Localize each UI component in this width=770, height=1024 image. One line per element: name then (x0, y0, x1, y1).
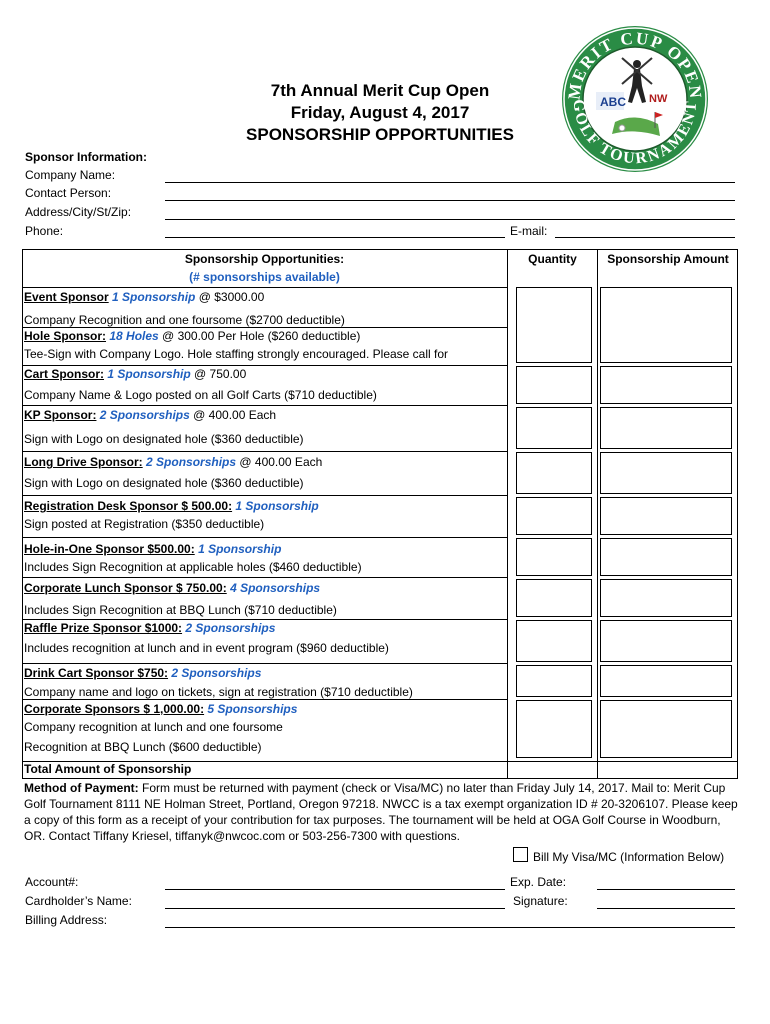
amt-box-6[interactable] (600, 538, 732, 576)
qty-box-10[interactable] (516, 700, 592, 758)
signature-field[interactable] (597, 908, 735, 909)
contact-person-field[interactable] (165, 200, 735, 201)
amt-box-8[interactable] (600, 620, 732, 662)
cardholder-field[interactable] (165, 908, 505, 909)
row-drink-cart-desc: Company name and logo on tickets, sign at registration ($710 deductible) (24, 685, 413, 699)
contact-person-label: Contact Person: (25, 186, 112, 200)
row-corporate-lunch-desc: Includes Sign Recognition at BBQ Lunch ($710 deductible) (24, 603, 337, 617)
row-hole-in-one-desc: Includes Sign Recognition at applicable holes ($460 deductible) (24, 560, 362, 574)
qty-box-8[interactable] (516, 620, 592, 662)
amt-box-9[interactable] (600, 665, 732, 697)
logo-nw: NW (649, 93, 668, 105)
exp-date-field[interactable] (597, 889, 735, 890)
amt-box-3[interactable] (600, 407, 732, 449)
qty-box-7[interactable] (516, 579, 592, 617)
row-registration-desc: Sign posted at Registration ($350 deductible) (24, 517, 265, 531)
address-label: Address/City/St/Zip: (25, 205, 132, 219)
phone-label: Phone: (25, 224, 64, 238)
billing-address-label: Billing Address: (25, 913, 108, 927)
event-date: Friday, August 4, 2017 (290, 103, 470, 122)
opportunities-header: Sponsorship Opportunities: (184, 252, 345, 266)
row-kp-desc: Sign with Logo on designated hole ($360 deductible) (24, 432, 304, 446)
row-corporate-desc-1: Company recognition at lunch and one foursome (24, 720, 283, 734)
bill-visa-label: Bill My Visa/MC (Information Below) (533, 850, 725, 864)
amt-box-10[interactable] (600, 700, 732, 758)
exp-date-label: Exp. Date: (510, 875, 567, 889)
row-hole-desc: Tee-Sign with Company Logo. Hole staffing strongly encouraged. Please call for (24, 347, 449, 361)
total-amount-label: Total Amount of Sponsorship (24, 762, 192, 776)
row-cart-sponsor: Cart Sponsor: 1 Sponsorship @ 750.00 (24, 367, 247, 381)
row-event-sponsor: Event Sponsor 1 Sponsorship @ $3000.00 (24, 290, 265, 304)
signature-label: Signature: (513, 894, 568, 908)
amt-box-5[interactable] (600, 497, 732, 535)
row-kp-sponsor: KP Sponsor: 2 Sponsorships @ 400.00 Each (24, 408, 277, 422)
row-corporate-lunch-sponsor: Corporate Lunch Sponsor $ 750.00: 4 Sponsorships (24, 581, 321, 595)
qty-box-3[interactable] (516, 407, 592, 449)
row-long-drive-sponsor: Long Drive Sponsor: 2 Sponsorships @ 400.00 Each (24, 455, 323, 469)
amt-box-7[interactable] (600, 579, 732, 617)
address-field[interactable] (165, 219, 735, 220)
row-raffle-sponsor: Raffle Prize Sponsor $1000: 2 Sponsorships (24, 621, 276, 635)
page-title: SPONSORSHIP OPPORTUNITIES (246, 125, 514, 144)
amt-box-1[interactable] (600, 287, 732, 363)
amt-box-2[interactable] (600, 366, 732, 404)
billing-address-field[interactable] (165, 927, 735, 928)
qty-box-5[interactable] (516, 497, 592, 535)
logo-top-text: MERIT CUP OPEN (564, 28, 706, 101)
logo-abc: ABC (600, 95, 626, 109)
phone-field[interactable] (165, 237, 505, 238)
quantity-header: Quantity (528, 252, 577, 266)
company-name-label: Company Name: (25, 168, 116, 182)
sponsor-info-heading: Sponsor Information: (25, 150, 147, 164)
email-label: E-mail: (510, 224, 548, 238)
qty-box-6[interactable] (516, 538, 592, 576)
row-hole-in-one-sponsor: Hole-in-One Sponsor $500.00: 1 Sponsorship (24, 542, 282, 556)
row-long-drive-desc: Sign with Logo on designated hole ($360 deductible) (24, 476, 304, 490)
row-corporate-desc-2: Recognition at BBQ Lunch ($600 deductible) (24, 740, 262, 754)
row-raffle-desc: Includes recognition at lunch and in event program ($960 deductible) (24, 641, 389, 655)
payment-instructions: Method of Payment: Form must be returned with payment (check or Visa/MC) no later than Friday July 14, 2017. Mail to: Merit Cup Golf Tournament 8111 NE Holman Street, Portland, Oregon 97218. NWCC is a tax exempt organization ID # 20-3206107. Please keep a copy of this form as a receipt of your contribution for tax purposes. The tournament will be held at OGA Golf Course in Woodburn, OR. Contact Tiffany Kriesel, tiffanyk@nwcoc.com or 503-256-7300 with questions. (24, 781, 738, 843)
row-cart-desc: Company Name & Logo posted on all Golf Carts ($710 deductible) (24, 388, 377, 402)
qty-box-2[interactable] (516, 366, 592, 404)
company-name-field[interactable] (165, 182, 735, 183)
bill-visa-checkbox[interactable] (513, 847, 528, 862)
cardholder-label: Cardholder’s Name: (25, 894, 132, 908)
email-field[interactable] (555, 237, 735, 238)
row-drink-cart-sponsor: Drink Cart Sponsor $750: 2 Sponsorships (24, 666, 262, 680)
qty-box-9[interactable] (516, 665, 592, 697)
qty-box-4[interactable] (516, 452, 592, 494)
row-event-desc: Company Recognition and one foursome ($2700 deductible) (24, 313, 345, 327)
row-hole-sponsor: Hole Sponsor: 18 Holes @ 300.00 Per Hole ($260 deductible) (24, 329, 361, 343)
opportunities-subheader: (# sponsorships available) (189, 270, 340, 284)
event-title: 7th Annual Merit Cup Open (270, 81, 490, 100)
row-corporate-sponsors: Corporate Sponsors $ 1,000.00: 5 Sponsorships (24, 702, 298, 716)
account-field[interactable] (165, 889, 505, 890)
logo-bottom-text: GOLF TOURNAMENT (569, 98, 701, 168)
account-label: Account#: (25, 875, 79, 889)
amt-box-4[interactable] (600, 452, 732, 494)
amount-header: Sponsorship Amount (607, 252, 729, 266)
row-registration-sponsor: Registration Desk Sponsor $ 500.00: 1 Sponsorship (24, 499, 319, 513)
qty-box-1[interactable] (516, 287, 592, 363)
